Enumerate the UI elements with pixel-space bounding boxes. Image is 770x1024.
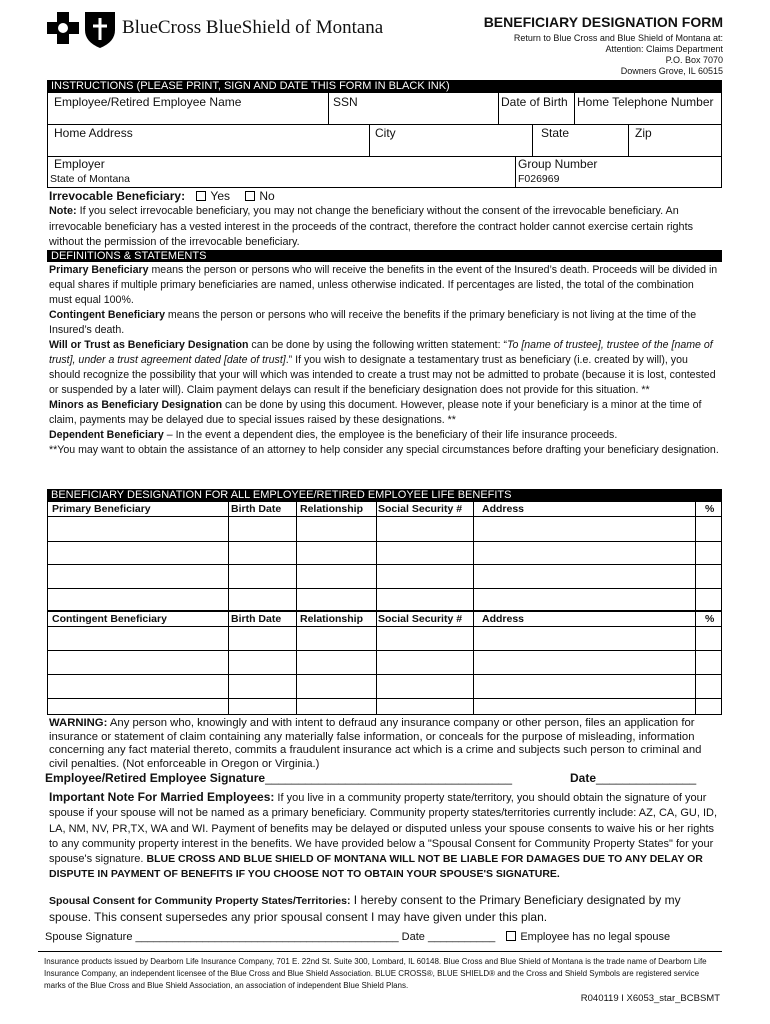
definitions-body [49,263,719,458]
col-birth-date: Birth Date [231,503,282,515]
contingent-definition [49,308,719,338]
spouse-signature-line[interactable]: ___________________________________________ [135,931,399,943]
note-label: Note: [49,205,77,217]
return-line: Attention: Claims Department [605,44,723,54]
ssn-field[interactable]: SSN [333,95,358,109]
spousal-text: I hereby consent to the Primary Beneficiary designated by my spouse. This consent supersedes any prior spousal consent I may have given under this plan. [49,893,681,924]
contingent-term: Contingent Beneficiary [49,309,165,321]
bcbs-logo [45,8,120,50]
date-label: Date [570,771,597,785]
employer-field[interactable]: Employer [54,157,105,171]
married-text: If you live in a community property state/territory, you should obtain the signature of your spouse if your spouse will not be named as a primary beneficiary. Community property states/territories currently include: AZ, CA, GU, ID, LA, NM, NV, PR,TX, WA and WI. Payment of benefits may be delayed or disputed unless your spouse consents to waive his or her rights to any community property interest in the benefits. We have provided below a "Spousal Consent for Community Property States" for your spouse's signature. [49,792,718,866]
col-address: Address [482,503,525,515]
dependent-text: – In the event a dependent dies, the employee is the beneficiary of their life insurance proceeds. [163,429,618,441]
col-percent: % [705,503,715,515]
dependent-definition [49,428,719,443]
note-text: If you select irrevocable beneficiary, you may not change the beneficiary without the consent of the irrevocable beneficiary. An irrevocable beneficiary has a vested interest in the proceeds of the contract, therefore the contract holder cannot exercise certain rights without the permission of the irrevocable beneficiary. [49,205,693,248]
primary-definition [49,263,719,308]
col-percent: % [705,613,715,625]
attorney-note: **You may want to obtain the assistance of an attorney to help consider any special circumstances before drafting your beneficiary designation. [49,444,719,456]
warning-text [49,717,719,771]
employee-name-field[interactable]: Employee/Retired Employee Name [54,95,242,109]
irrevocable-label: Irrevocable Beneficiary: [49,189,186,203]
group-number-field[interactable]: Group Number [518,157,598,171]
home-address-field[interactable]: Home Address [54,126,133,140]
employee-signature-row [45,771,512,785]
primary-text: means the person or persons who will receive the benefits in the event of the Insured’s death. Proceeds will be divided in equal shares if multiple primary beneficiaries are named, unless otherwise indicated. If percentages are listed, the total of the combination must equal 100%. [49,264,718,306]
spouse-date-line[interactable]: ___________ [427,931,496,943]
contingent-text: means the person or persons who will receive the benefits if the primary beneficiary is not living at the time of the Insured’s death. [49,309,697,336]
trust-term: Will or Trust as Beneficiary Designation [49,339,249,351]
employer-value: State of Montana [50,173,130,185]
spousal-label: Spousal Consent for Community Property States/Territories: [49,895,351,907]
shield-icon [85,12,115,48]
col-contingent-beneficiary: Contingent Beneficiary [52,613,167,625]
city-field[interactable]: City [375,126,396,140]
trust-text: can be done by using the following written statement: “ [248,339,508,351]
footer-divider [38,951,722,952]
col-primary-beneficiary: Primary Beneficiary [52,503,151,515]
married-disclaimer: BLUE CROSS AND BLUE SHIELD OF MONTANA WILL NOT BE LIABLE FOR DAMAGES DUE TO ANY DELAY OR DISPUTE IN PAYMENT OF BENEFITS IF YOU CHOOSE NOT TO OBTAIN YOUR SPOUSE'S SIGNATURE. [49,853,703,881]
dependent-term: Dependent Beneficiary [49,429,164,441]
definitions-bar: DEFINITIONS & STATEMENTS [47,250,722,262]
primary-beneficiary-table [47,501,722,611]
return-line: Downers Grove, IL 60515 [620,66,723,76]
state-field[interactable]: State [541,126,570,140]
minors-definition [49,398,719,428]
minors-term: Minors as Beneficiary Designation [49,399,223,411]
form-title: BENEFICIARY DESIGNATION FORM [483,14,723,30]
minors-text: can be done by using this document. However, please note if your beneficiary is a minor at the time of claim, payments may be delayed due to special issues raised by these designations. ** [49,399,702,426]
return-line: P.O. Box 7070 [665,55,723,65]
irrevocable-row [49,189,275,203]
married-note [49,790,719,883]
return-line: Return to Blue Cross and Blue Shield of Montana at: [513,33,723,43]
col-ssn: Social Security # [378,613,463,625]
brand-name: BlueCross BlueShield of Montana [122,17,384,38]
contingent-beneficiary-table [47,611,722,715]
instructions-bar: INSTRUCTIONS (PLEASE PRINT, SIGN AND DATE THIS FORM IN BLACK INK) [47,80,722,92]
spousal-consent [49,892,719,925]
trust-statement: To [name of trustee], trustee of the [name of trust], under a trust agreement dated [date of trust] [49,339,713,366]
group-number-value: F026969 [518,173,560,185]
signature-date-row [570,771,696,785]
married-label: Important Note For Married Employees: [49,790,275,804]
yes-label: Yes [210,189,230,203]
zip-field[interactable]: Zip [635,126,652,140]
col-birth-date: Birth Date [231,613,282,625]
spouse-signature-label: Spouse Signature [45,931,133,943]
spouse-date-label: Date [401,931,425,943]
no-label: No [259,189,275,203]
primary-term: Primary Beneficiary [49,264,149,276]
employee-info-grid [47,92,722,188]
irrevocable-no-checkbox[interactable] [245,191,255,201]
footer-text: Insurance products issued by Dearborn Life Insurance Company, 701 E. 22nd St. Suite 300, Lombard, IL 60148. Blue Cross and Blue Shield of Montana is the trade name of Dearborn Life Insurance Company, an independent licensee of the Blue Cross and Blue Shield Association. BLUE CROSS®, BLUE SHIELD® and the Cross and Shield Symbols are registered service marks of the Blue Cross and Blue Shield Association, an association of independent Blue Shield Plans. [44,957,707,990]
employee-signature-label: Employee/Retired Employee Signature [45,771,266,785]
irrevocable-yes-checkbox[interactable] [196,191,206,201]
spouse-signature-row [45,931,670,943]
col-relationship: Relationship [300,613,364,625]
trust-definition [49,338,719,398]
home-phone-field[interactable]: Home Telephone Number [577,95,714,109]
trust-text-2: .” If you wish to designate a testamentary trust as beneficiary (i.e. created by will), you should recognize the possibility that your will which was intended to create a trust may not be admitted to probate (because it is lost, contested or suspended by a later will). Claim payment delays can result if the beneficiary designation does not provide for this situation. ** [49,354,716,396]
dob-field[interactable]: Date of Birth [501,95,568,109]
designation-bar: BENEFICIARY DESIGNATION FOR ALL EMPLOYEE/RETIRED EMPLOYEE LIFE BENEFITS [47,489,722,501]
employee-signature-line[interactable]: _____________________________________ [265,771,513,785]
warning-body: Any person who, knowingly and with intent to defraud any insurance company or other person, files an application for insurance or statement of claim containing any materially false information, or conceals for the purpose of misleading, information concerning any fact material thereto, commits a fraudulent insurance act which is a crime and subjects such person to criminal and civil penalties. (Not enforceable in Oregon or Virginia.) [49,717,702,770]
cross-icon [47,12,79,44]
return-address [514,33,723,77]
col-relationship: Relationship [300,503,364,515]
col-ssn: Social Security # [378,503,463,515]
no-spouse-checkbox[interactable] [506,931,516,941]
date-line[interactable]: _______________ [596,771,697,785]
col-address: Address [482,613,525,625]
irrevocable-note [49,204,719,251]
form-code: R040119 I X6053_star_BCBSMT [580,993,720,1004]
warning-label: WARNING: [49,717,108,729]
no-spouse-label: Employee has no legal spouse [520,931,671,943]
